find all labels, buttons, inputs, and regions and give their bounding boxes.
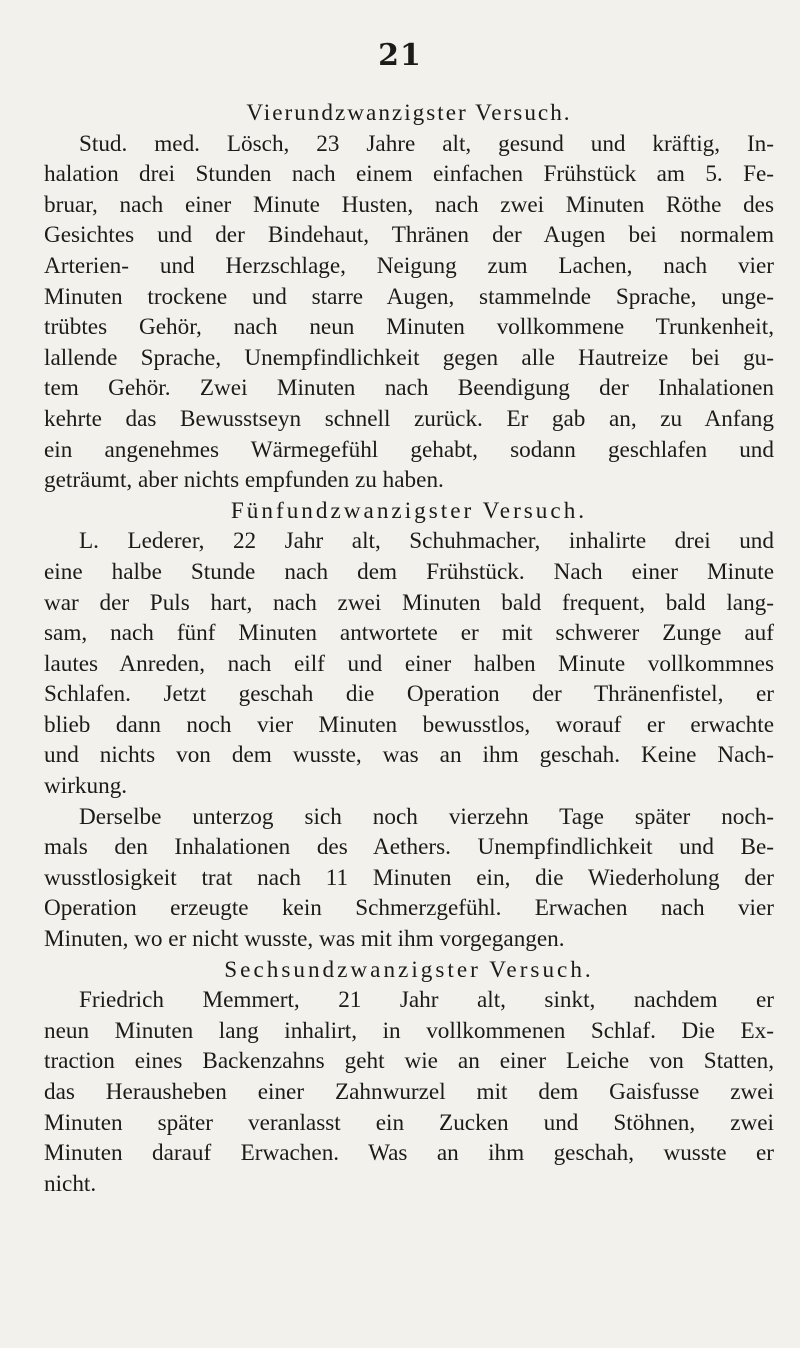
text-line: Minuten später veranlasst ein Zucken und Stöhnen, zwei xyxy=(44,1109,774,1136)
text-line: lautes Anreden, nach eilf und einer halben Minute vollkommnes xyxy=(44,650,774,677)
text-line: ein angenehmes Wärmegefühl gehabt, sodann geschlafen und xyxy=(44,436,774,463)
text-line: wusstlosigkeit trat nach 11 Minuten ein, die Wiederholung der xyxy=(44,864,774,891)
text-line: Derselbe unterzog sich noch vierzehn Tage später noch- xyxy=(79,803,774,830)
page-number: 21 xyxy=(378,38,422,73)
text-line: mals den Inhalationen des Aethers. Unempfindlichkeit und Be- xyxy=(44,834,774,861)
text-line: Arterien- und Herzschlage, Neigung zum Lachen, nach vier xyxy=(44,252,774,279)
text-line: halation drei Stunden nach einem einfachen Frühstück am 5. Fe- xyxy=(44,161,774,188)
text-line: blieb dann noch vier Minuten bewusstlos, worauf er erwachte xyxy=(44,711,774,738)
text-line: eine halbe Stunde nach dem Frühstück. Nach einer Minute xyxy=(44,558,774,585)
text-line: bruar, nach einer Minute Husten, nach zwei Minuten Röthe des xyxy=(44,191,774,218)
section-heading-24: Vierundzwanzigster Versuch. xyxy=(246,100,572,126)
body-text xyxy=(44,98,774,1199)
text-line: war der Puls hart, nach zwei Minuten bald frequent, bald lang- xyxy=(44,589,774,616)
section-heading-26: Sechsundzwanzigster Versuch. xyxy=(224,956,594,983)
text-line: lallende Sprache, Unempfindlichkeit gegen alle Hautreize bei gu- xyxy=(44,344,774,371)
text-line: neun Minuten lang inhalirt, in vollkommenen Schlaf. Die Ex- xyxy=(44,1017,774,1044)
text-line: sam, nach fünf Minuten antwortete er mit schwerer Zunge auf xyxy=(44,620,774,647)
text-line: Minuten darauf Erwachen. Was an ihm geschah, wusste er xyxy=(44,1140,774,1167)
text-line: und nichts von dem wusste, was an ihm geschah. Keine Nach- xyxy=(44,742,774,769)
text-line: Schlafen. Jetzt geschah die Operation der Thränenfistel, er xyxy=(44,681,774,708)
text-line: traction eines Backenzahns geht wie an einer Leiche von Statten, xyxy=(44,1048,774,1075)
text-line: kehrte das Bewusstseyn schnell zurück. Er gab an, zu Anfang xyxy=(44,405,774,432)
text-line: tem Gehör. Zwei Minuten nach Beendigung der Inhalationen xyxy=(44,375,774,402)
text-line: Gesichtes und der Bindehaut, Thränen der Augen bei normalem xyxy=(44,222,774,249)
section-heading-25: Fünfundzwanzigster Versuch. xyxy=(230,497,588,524)
text-line: Minuten trockene und starre Augen, stammelnde Sprache, unge- xyxy=(44,283,774,310)
text-line: Operation erzeugte kein Schmerzgefühl. Erwachen nach vier xyxy=(44,895,774,922)
text-line: das Herausheben einer Zahnwurzel mit dem Gaisfusse zwei xyxy=(44,1079,774,1105)
text-line: Minuten, wo er nicht wusste, was mit ihm vorgegangen. xyxy=(44,926,565,953)
text-line: Friedrich Memmert, 21 Jahr alt, sinkt, nachdem er xyxy=(79,987,774,1014)
text-line: Stud. med. Lösch, 23 Jahre alt, gesund und kräftig, In- xyxy=(79,130,774,157)
text-line: geträumt, aber nichts empfunden zu haben. xyxy=(44,467,444,494)
text-line: trübtes Gehör, nach neun Minuten vollkommene Trunkenheit, xyxy=(44,314,774,341)
text-line: nicht. xyxy=(44,1170,97,1197)
text-line: L. Lederer, 22 Jahr alt, Schuhmacher, inhalirte drei und xyxy=(79,528,774,555)
text-line: wirkung. xyxy=(44,773,128,800)
